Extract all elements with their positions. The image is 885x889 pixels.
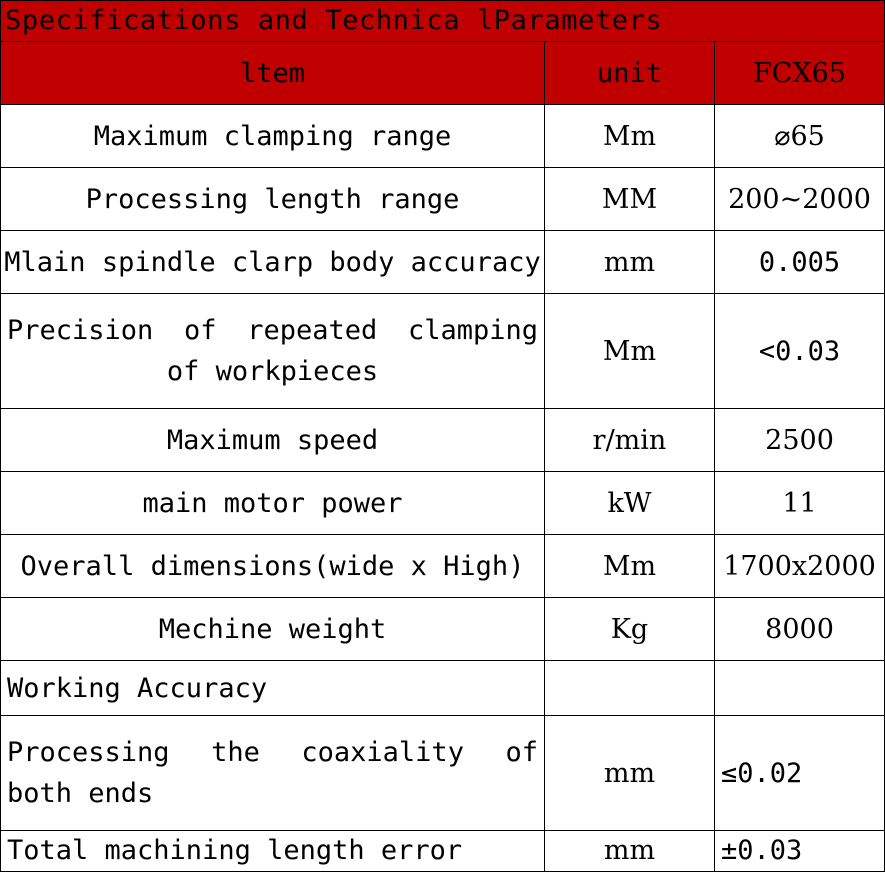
row-item: Precision of repeated clamping of workpieces bbox=[1, 294, 545, 409]
row-value: <0.03 bbox=[715, 294, 885, 409]
row-item: main motor power bbox=[1, 472, 545, 535]
row-value: 8000 bbox=[715, 598, 885, 661]
table-row bbox=[1, 535, 885, 598]
table-row bbox=[1, 831, 885, 872]
row-item: Maximum clamping range bbox=[1, 105, 545, 168]
header-item: ltem bbox=[1, 42, 545, 105]
row-value: 11 bbox=[715, 472, 885, 535]
table-row bbox=[1, 472, 885, 535]
row-unit: mm bbox=[545, 831, 715, 872]
table-row bbox=[1, 598, 885, 661]
row-item: Mechine weight bbox=[1, 598, 545, 661]
table-row bbox=[1, 105, 885, 168]
table-row bbox=[1, 716, 885, 831]
row-unit: Mm bbox=[545, 535, 715, 598]
section-label: Working Accuracy bbox=[1, 661, 545, 716]
row-unit: Mm bbox=[545, 294, 715, 409]
section-empty-cell bbox=[545, 661, 715, 716]
header-unit: unit bbox=[545, 42, 715, 105]
row-unit: Mm bbox=[545, 105, 715, 168]
row-value: ≤0.02 bbox=[715, 716, 885, 831]
row-item: Processing length range bbox=[1, 168, 545, 231]
table-row bbox=[1, 168, 885, 231]
row-unit: MM bbox=[545, 168, 715, 231]
row-item: Processing the coaxiality of both ends bbox=[1, 716, 545, 831]
row-value: 200~2000 bbox=[715, 168, 885, 231]
table-title: Specifications and Technica lParameters bbox=[1, 1, 885, 42]
row-value: ±0.03 bbox=[715, 831, 885, 872]
row-unit: mm bbox=[545, 716, 715, 831]
row-unit: Kg bbox=[545, 598, 715, 661]
row-unit: r/min bbox=[545, 409, 715, 472]
header-model: FCX65 bbox=[715, 42, 885, 105]
section-empty-cell bbox=[715, 661, 885, 716]
table-row bbox=[1, 294, 885, 409]
row-unit: kW bbox=[545, 472, 715, 535]
row-value: ⌀65 bbox=[715, 105, 885, 168]
row-item: Overall dimensions(wide x High) bbox=[1, 535, 545, 598]
row-item: Mlain spindle clarp body accuracy bbox=[1, 231, 545, 294]
row-value: 2500 bbox=[715, 409, 885, 472]
header-row bbox=[1, 42, 885, 105]
title-row bbox=[1, 1, 885, 42]
row-unit: mm bbox=[545, 231, 715, 294]
section-row bbox=[1, 661, 885, 716]
row-item: Total machining length error bbox=[1, 831, 545, 872]
row-value: 1700x2000 bbox=[715, 535, 885, 598]
table-row bbox=[1, 231, 885, 294]
table-row bbox=[1, 409, 885, 472]
row-item: Maximum speed bbox=[1, 409, 545, 472]
row-value: 0.005 bbox=[715, 231, 885, 294]
